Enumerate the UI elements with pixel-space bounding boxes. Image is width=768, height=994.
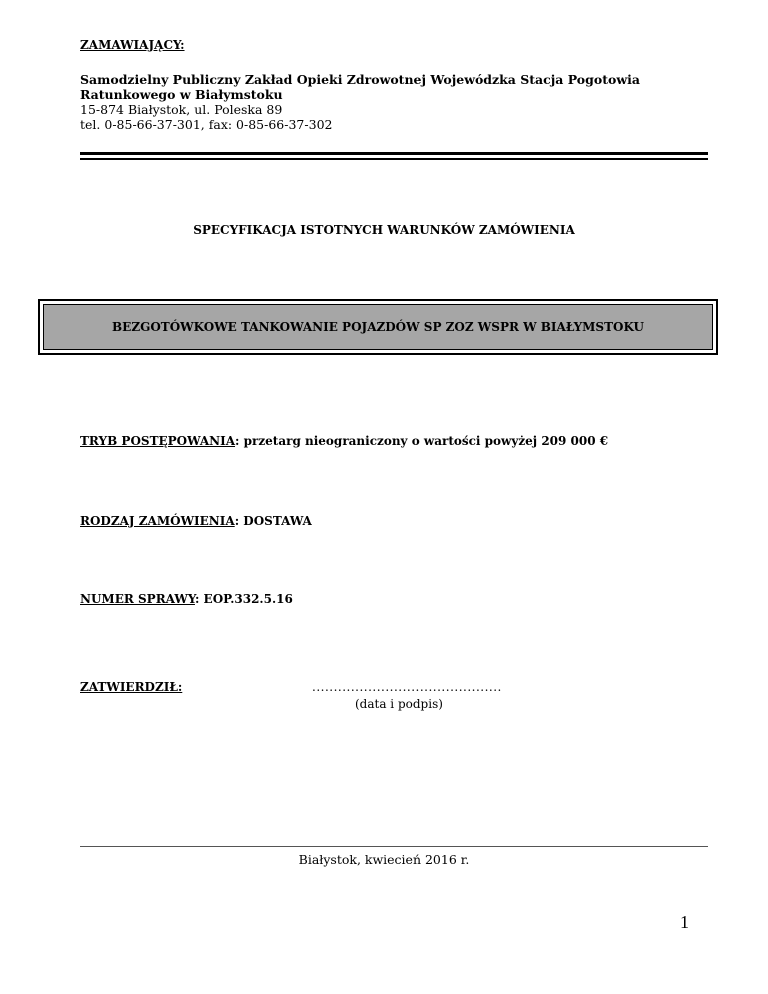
institution-block xyxy=(80,72,720,132)
institution-contact: tel. 0-85-66-37-301, fax: 0-85-66-37-302 xyxy=(80,117,333,132)
procedure-row xyxy=(80,434,608,448)
case-number-value: : EOP.332.5.16 xyxy=(194,592,293,606)
signature-caption: (data i podpis) xyxy=(355,697,443,711)
order-type-label: RODZAJ ZAMÓWIENIA xyxy=(80,514,235,528)
page-number: 1 xyxy=(680,912,689,932)
signature-line: ............................................ xyxy=(312,680,502,694)
institution-address: 15-874 Białystok, ul. Poleska 89 xyxy=(80,102,283,117)
approved-row xyxy=(80,680,182,694)
spec-title: SPECYFIKACJA ISTOTNYCH WARUNKÓW ZAMÓWIENIA xyxy=(193,223,575,237)
subject-title-box xyxy=(38,299,718,355)
header-double-rule-second xyxy=(80,158,708,160)
case-number-label: NUMER SPRAWY xyxy=(80,592,195,606)
client-label: ZAMAWIAJĄCY: xyxy=(80,38,185,52)
footer-rule xyxy=(80,846,708,847)
institution-name: Samodzielny Publiczny Zakład Opieki Zdrowotnej Wojewódzka Stacja Pogotowia Ratunkowego w Białymstoku xyxy=(80,72,640,102)
order-type-row xyxy=(80,514,312,528)
case-number-row xyxy=(80,592,293,606)
order-type-value: : DOSTAWA xyxy=(234,514,312,528)
procedure-value: : przetarg nieograniczony o wartości powyżej 209 000 € xyxy=(235,434,609,448)
approved-label: ZATWIERDZIŁ: xyxy=(80,680,183,694)
place-date: Białystok, kwiecień 2016 r. xyxy=(298,852,470,867)
subject-title: BEZGOTÓWKOWE TANKOWANIE POJAZDÓW SP ZOZ WSPR W BIAŁYMSTOKU xyxy=(43,304,713,350)
procedure-label: TRYB POSTĘPOWANIA xyxy=(80,434,236,448)
